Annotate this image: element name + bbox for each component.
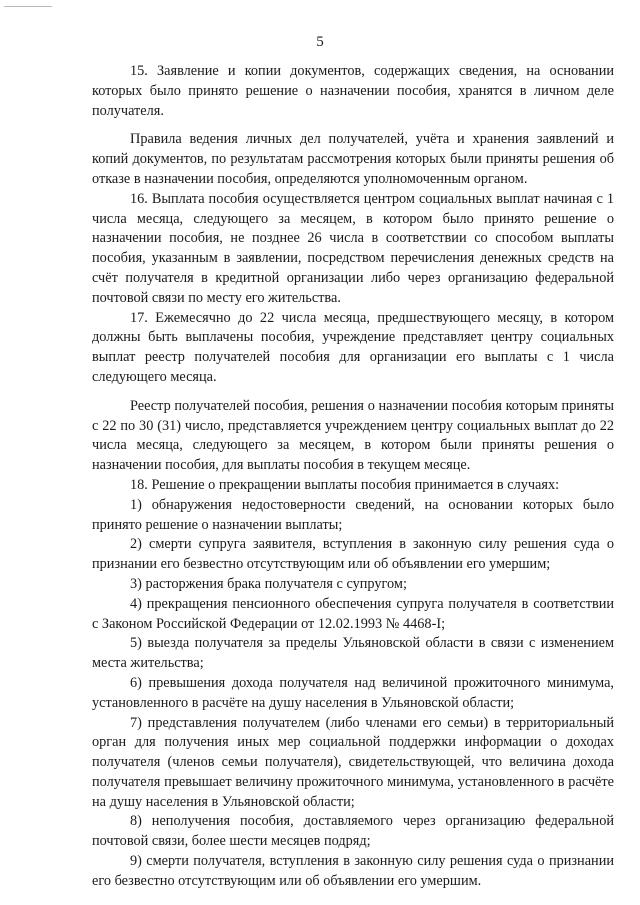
list-item-3: 3) расторжения брака получателя с супругом; [130, 575, 407, 592]
list-item-1: 1) обнаружения недостоверности сведений, на основании которых было принято решение о назначении выплаты; [92, 496, 614, 533]
paragraph-18: 18. Решение о прекращении выплаты пособия принимается в случаях: [130, 476, 560, 493]
list-item-6: 6) превышения дохода получателя над величиной прожиточного минимума, установленного в расчёте на душу населения в Ульяновской области; [92, 674, 614, 711]
paragraph-registry: Реестр получателей пособия, решения о назначении пособия которым приняты с 22 по 30 (31) число, представляется учреждением центру социальных выплат до 22 числа месяца, следующего за месяцем, в котором были приняты решения о назначении пособия, для выплаты пособия в текущем месяце. [92, 397, 614, 474]
list-item-5: 5) выезда получателя за пределы Ульяновской области в связи с изменением места жительства; [92, 635, 614, 672]
list-item-4: 4) прекращения пенсионного обеспечения супруга получателя в соответствии с Законом Российской Федерации от 12.02.1993 № 4468-I; [92, 595, 614, 632]
paragraph-gap [92, 388, 614, 397]
document-body [92, 62, 614, 892]
paragraph-gap [92, 121, 614, 130]
paragraph-17: 17. Ежемесячно до 22 числа месяца, предшествующего месяцу, в котором должны быть выплачены пособия, учреждение представляет центру социальных выплат реестр получателей пособия для организации его выплаты с 1 числа следующего месяца. [92, 309, 614, 385]
list-item-7: 7) представления получателем (либо членами его семьи) в территориальный орган для получения иных мер социальной поддержки информации о доходах получателя (членов семьи получателя), свидетельствующей, что величина дохода получателя превышает величину прожиточного минимума, установленного в расчёте на душу населения в Ульяновской области; [92, 714, 614, 810]
paragraph-record-rules: Правила ведения личных дел получателей, учёта и хранения заявлений и копий документов, по результатам рассмотрения которых были приняты решения об отказе в назначении пособия, определяются уполномоченным органом. [92, 131, 614, 187]
paragraph-15: 15. Заявление и копии документов, содержащих сведения, на основании которых было принято решение о назначении пособия, хранятся в личном деле получателя. [92, 63, 614, 119]
page-number: 5 [316, 34, 324, 50]
paragraph-16: 16. Выплата пособия осуществляется центром социальных выплат начиная с 1 числа месяца, следующего за месяцем, в котором было принято решение о назначении пособия, не позднее 26 числа в соответствии со способом выплаты пособия, указанным в заявлении, посредством перечисления денежных средств на счёт получателя в кредитной организации либо через организацию федеральной почтовой связи по месту его жительства. [92, 190, 614, 306]
list-item-2: 2) смерти супруга заявителя, вступления в законную силу решения суда о признании его безвестно отсутствующим или об объявлении его умершим; [92, 536, 614, 573]
list-item-8: 8) неполучения пособия, доставляемого через организацию федеральной почтовой связи, более шести месяцев подряд; [92, 813, 614, 850]
corner-mark [4, 6, 52, 7]
list-item-9: 9) смерти получателя, вступления в законную силу решения суда о признании его безвестно отсутствующим или об объявлении его умершим. [92, 853, 614, 889]
